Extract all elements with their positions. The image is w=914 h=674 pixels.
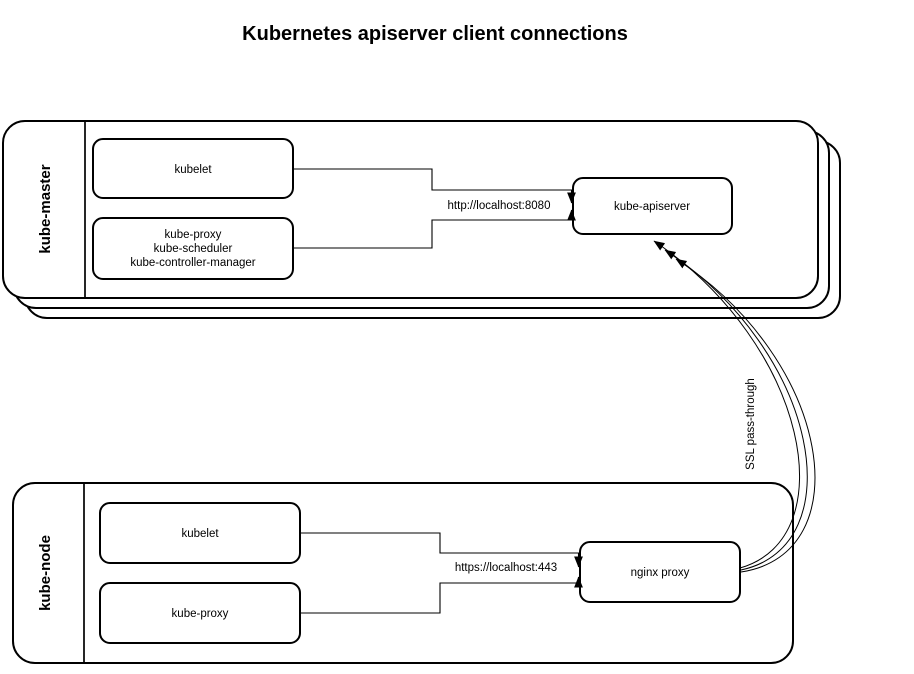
- kube-node-group: [13, 483, 793, 663]
- kube-apiserver-label: kube-apiserver: [613, 201, 691, 213]
- master-services-label-line-3: kube-controller-manager: [130, 257, 256, 269]
- ssl-passthrough-label: SSL pass-through: [745, 378, 757, 470]
- node-kubelet-label: kubelet: [181, 528, 219, 540]
- master-connection-label: http://localhost:8080: [447, 200, 551, 212]
- master-kubelet-label: kubelet: [174, 164, 212, 176]
- kube-master-label: kube-master: [36, 164, 54, 254]
- node-connection-label: https://localhost:443: [454, 562, 558, 574]
- kube-master-group: [3, 121, 840, 318]
- page-title: Kubernetes apiserver client connections: [242, 23, 628, 45]
- master-services-label-line-2: kube-scheduler: [153, 243, 233, 255]
- master-services-label-line-1: kube-proxy: [164, 229, 222, 241]
- node-kube-proxy-label: kube-proxy: [171, 608, 229, 620]
- kube-node-label: kube-node: [36, 535, 54, 611]
- nginx-proxy-label: nginx proxy: [630, 567, 690, 579]
